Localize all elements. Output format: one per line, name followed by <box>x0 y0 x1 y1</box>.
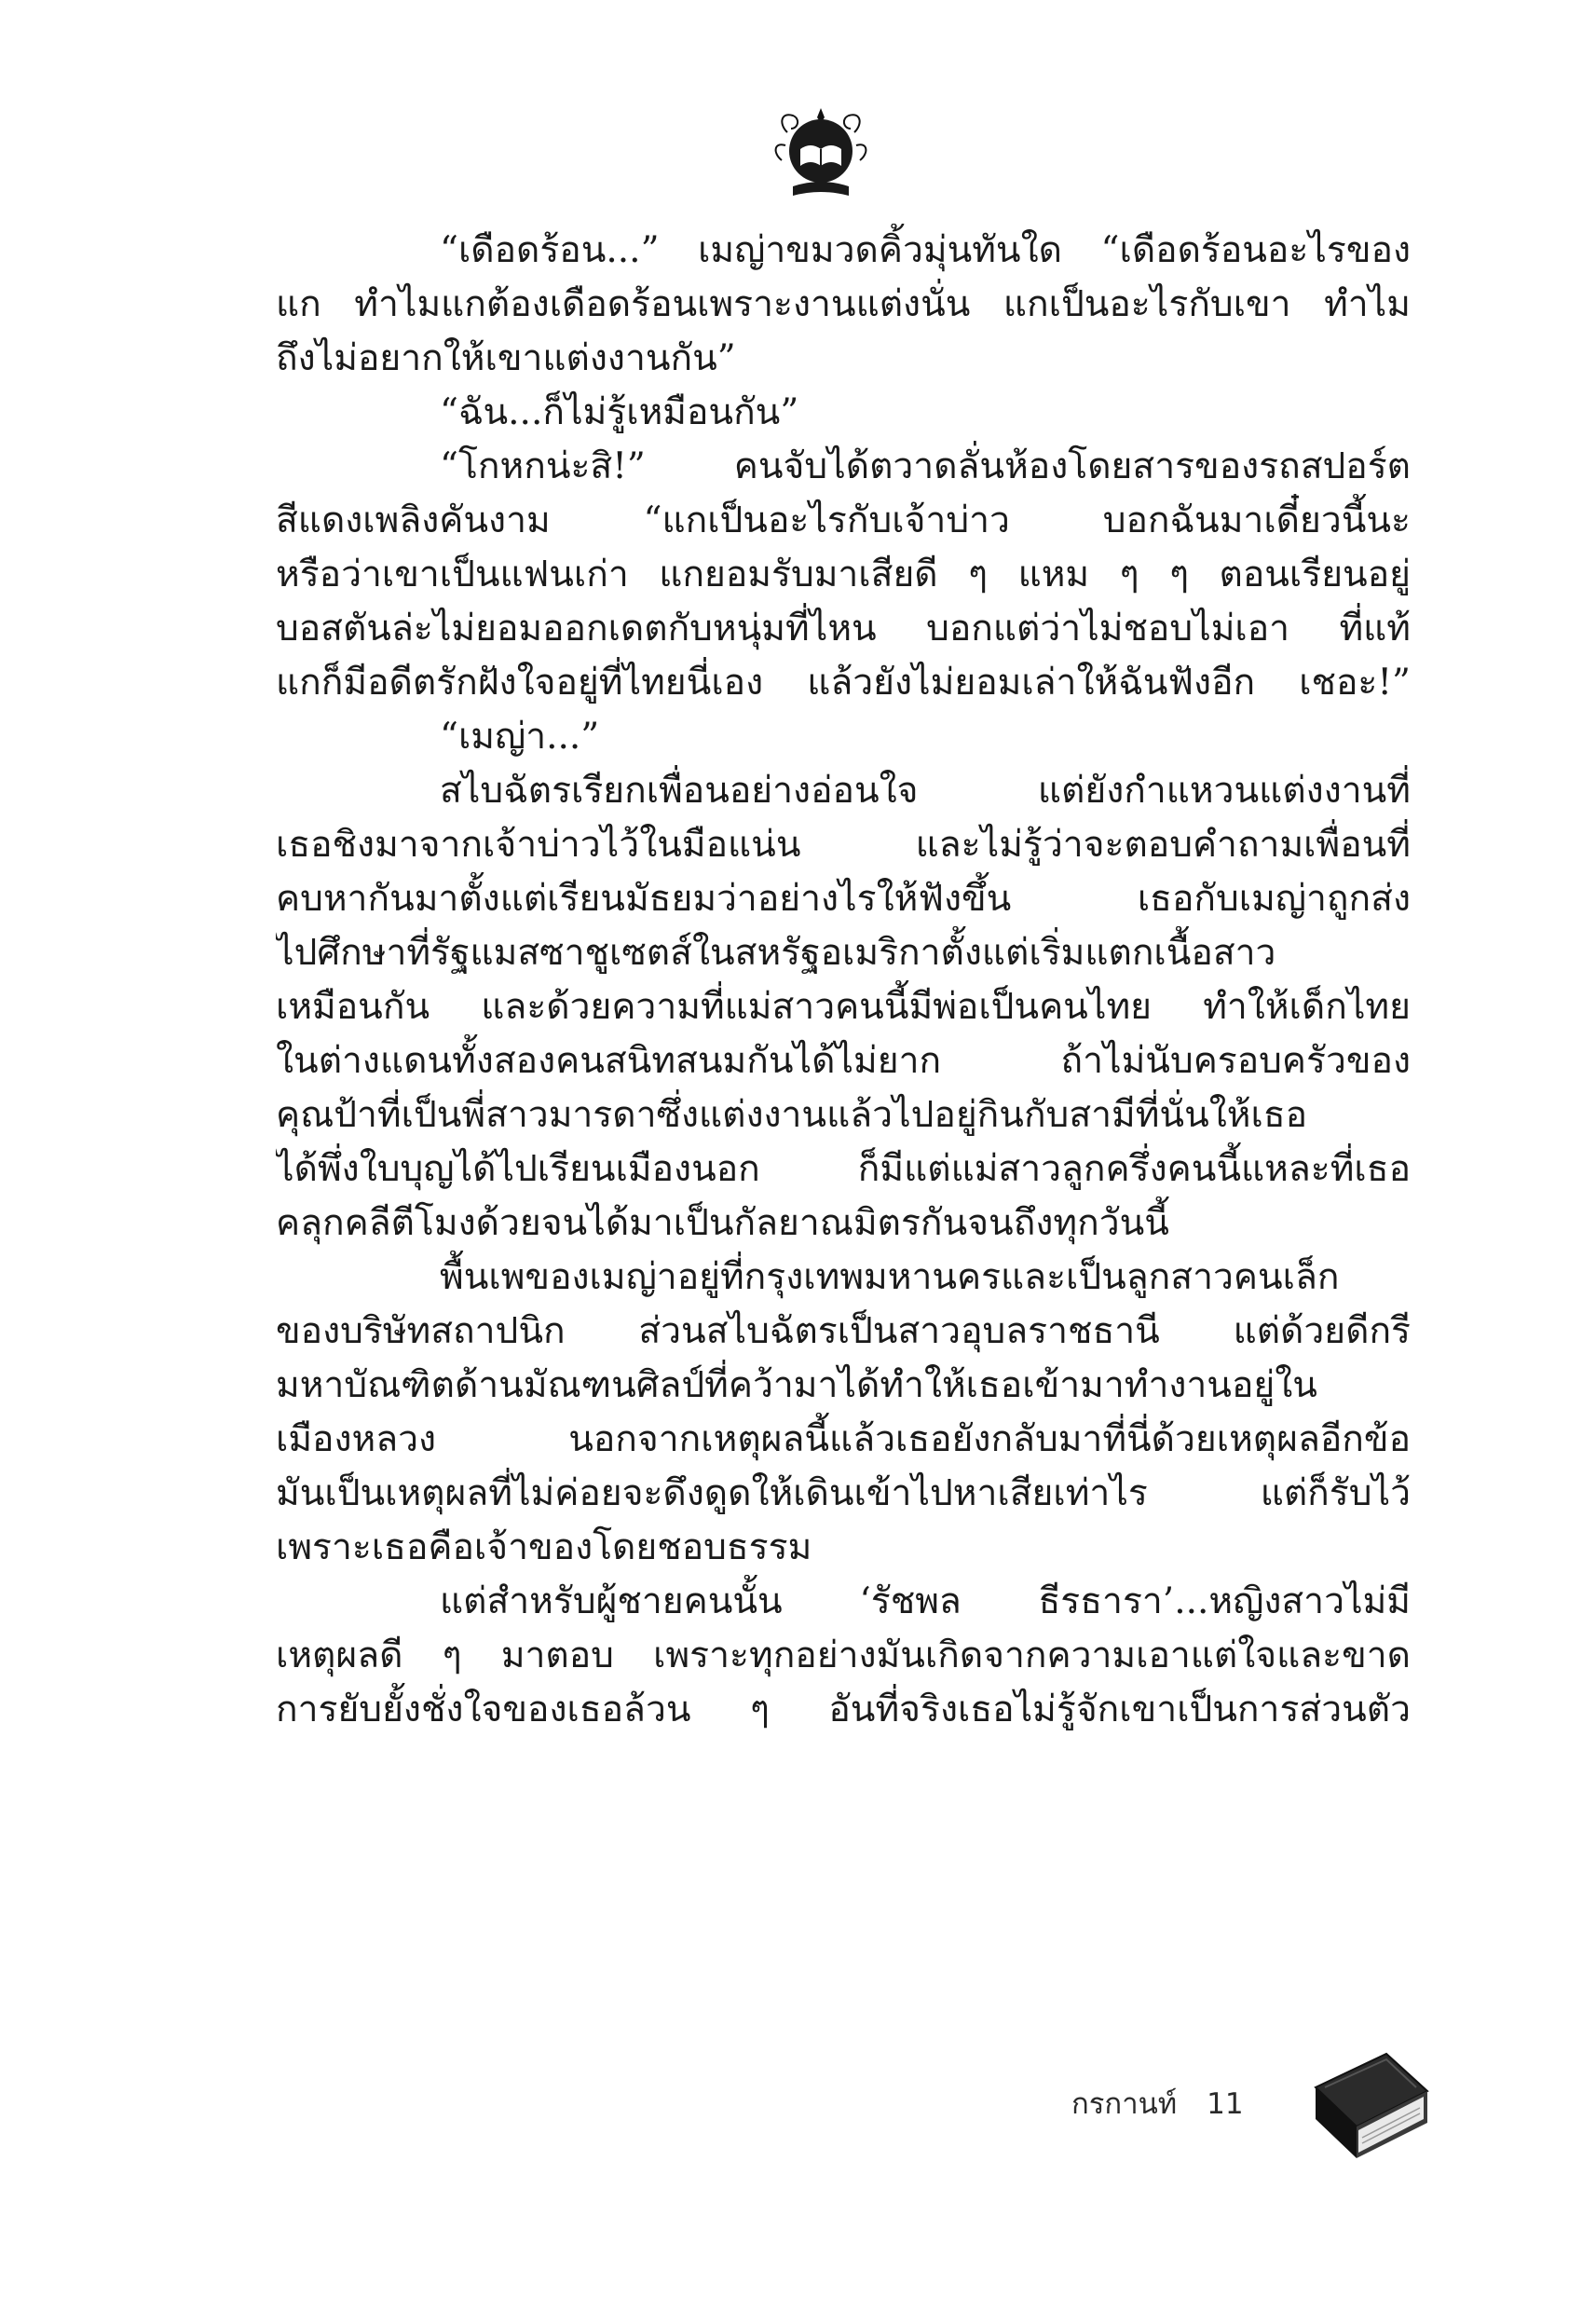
text-line: เมืองหลวง นอกจากเหตุผลนี้แล้วเธอยังกลับมาที่นี่ด้วยเหตุผลอีกข้อ <box>276 1418 1411 1460</box>
text-line: บอสตันล่ะไม่ยอมออกเดตกับหนุ่มที่ไหน บอกแต่ว่าไม่ชอบไม่เอา ที่แท้ <box>276 608 1411 650</box>
text-line: “ฉัน...ก็ไม่รู้เหมือนกัน” <box>440 391 799 433</box>
body-text <box>276 224 1411 1737</box>
text-line: ของบริษัทสถาปนิก ส่วนสไบฉัตรเป็นสาวอุบลราชธานี แต่ด้วยดีกรี <box>276 1310 1411 1352</box>
text-line: สีแดงเพลิงคันงาม “แกเป็นอะไรกับเจ้าบ่าว บอกฉันมาเดี๋ยวนี้นะ <box>276 499 1411 541</box>
book-icon <box>1297 2050 1435 2169</box>
text-line: สไบฉัตรเรียกเพื่อนอย่างอ่อนใจ แต่ยังกำแหวนแต่งงานที่ <box>440 770 1411 812</box>
text-line: เธอชิงมาจากเจ้าบ่าวไว้ในมือแน่น และไม่รู้ว่าจะตอบคำถามเพื่อนที่ <box>276 824 1411 866</box>
text-line: คุณป้าที่เป็นพี่สาวมารดาซึ่งแต่งงานแล้วไปอยู่กินกับสามีที่นั่นให้เธอ <box>276 1094 1308 1136</box>
text-line: “เมญ่า...” <box>440 716 600 758</box>
text-line: มันเป็นเหตุผลที่ไม่ค่อยจะดึงดูดให้เดินเข้าไปหาเสียเท่าไร แต่ก็รับไว้ <box>276 1472 1411 1514</box>
text-line: ได้พึ่งใบบุญได้ไปเรียนเมืองนอก ก็มีแต่แม่สาวลูกครึ่งคนนี้แหละที่เธอ <box>276 1148 1411 1190</box>
text-line: ในต่างแดนทั้งสองคนสนิทสนมกันได้ไม่ยาก ถ้าไม่นับครอบครัวของ <box>276 1040 1411 1082</box>
text-line: แต่สำหรับผู้ชายคนนั้น ‘รัชพล ธีรธารา’...หญิงสาวไม่มี <box>440 1580 1411 1622</box>
text-line: มหาบัณฑิตด้านมัณฑนศิลป์ที่คว้ามาได้ทำให้เธอเข้ามาทำงานอยู่ใน <box>276 1364 1317 1406</box>
text-line: “เดือดร้อน...” เมญ่าขมวดคิ้วมุ่นทันใด “เดือดร้อนอะไรของ <box>440 229 1411 271</box>
text-line: แก ทำไมแกต้องเดือดร้อนเพราะงานแต่งนั่น แกเป็นอะไรกับเขา ทำไม <box>276 283 1411 325</box>
text-line: แกก็มีอดีตรักฝังใจอยู่ที่ไทยนี่เอง แล้วยังไม่ยอมเล่าให้ฉันฟังอีก เชอะ!” <box>276 662 1411 704</box>
text-line: เหมือนกัน และด้วยความที่แม่สาวคนนี้มีพ่อเป็นคนไทย ทำให้เด็กไทย <box>276 986 1411 1028</box>
text-line: เหตุผลดี ๆ มาตอบ เพราะทุกอย่างมันเกิดจากความเอาแต่ใจและขาด <box>276 1634 1411 1676</box>
text-line: หรือว่าเขาเป็นแฟนเก่า แกยอมรับมาเสียดี ๆ แหม ๆ ๆ ตอนเรียนอยู่ <box>276 554 1411 595</box>
book-title: กรกานท์ <box>1071 2087 1178 2121</box>
text-line: ถึงไม่อยากให้เขาแต่งงานกัน” <box>276 337 736 379</box>
page-footer <box>1071 2080 1244 2126</box>
text-line: การยับยั้งชั่งใจของเธอล้วน ๆ อันที่จริงเธอไม่รู้จักเขาเป็นการส่วนตัว <box>276 1689 1411 1730</box>
text-line: คบหากันมาตั้งแต่เรียนมัธยมว่าอย่างไรให้ฟังขึ้น เธอกับเมญ่าถูกส่ง <box>276 878 1411 920</box>
text-line: “โกหกน่ะสิ!” คนจับได้ตวาดลั่นห้องโดยสารของรถสปอร์ต <box>440 445 1411 487</box>
text-line: ไปศึกษาที่รัฐแมสซาชูเซตส์ในสหรัฐอเมริกาตั้งแต่เริ่มแตกเนื้อสาว <box>276 932 1276 974</box>
page-number: 11 <box>1207 2087 1244 2121</box>
text-line: เพราะเธอคือเจ้าของโดยชอบธรรม <box>276 1526 812 1568</box>
text-line: คลุกคลีตีโมงด้วยจนได้มาเป็นกัลยาณมิตรกันจนถึงทุกวันนี้ <box>276 1202 1169 1244</box>
text-line: พื้นเพของเมญ่าอยู่ที่กรุงเทพมหานครและเป็นลูกสาวคนเล็ก <box>440 1256 1340 1298</box>
publisher-logo <box>769 104 873 198</box>
